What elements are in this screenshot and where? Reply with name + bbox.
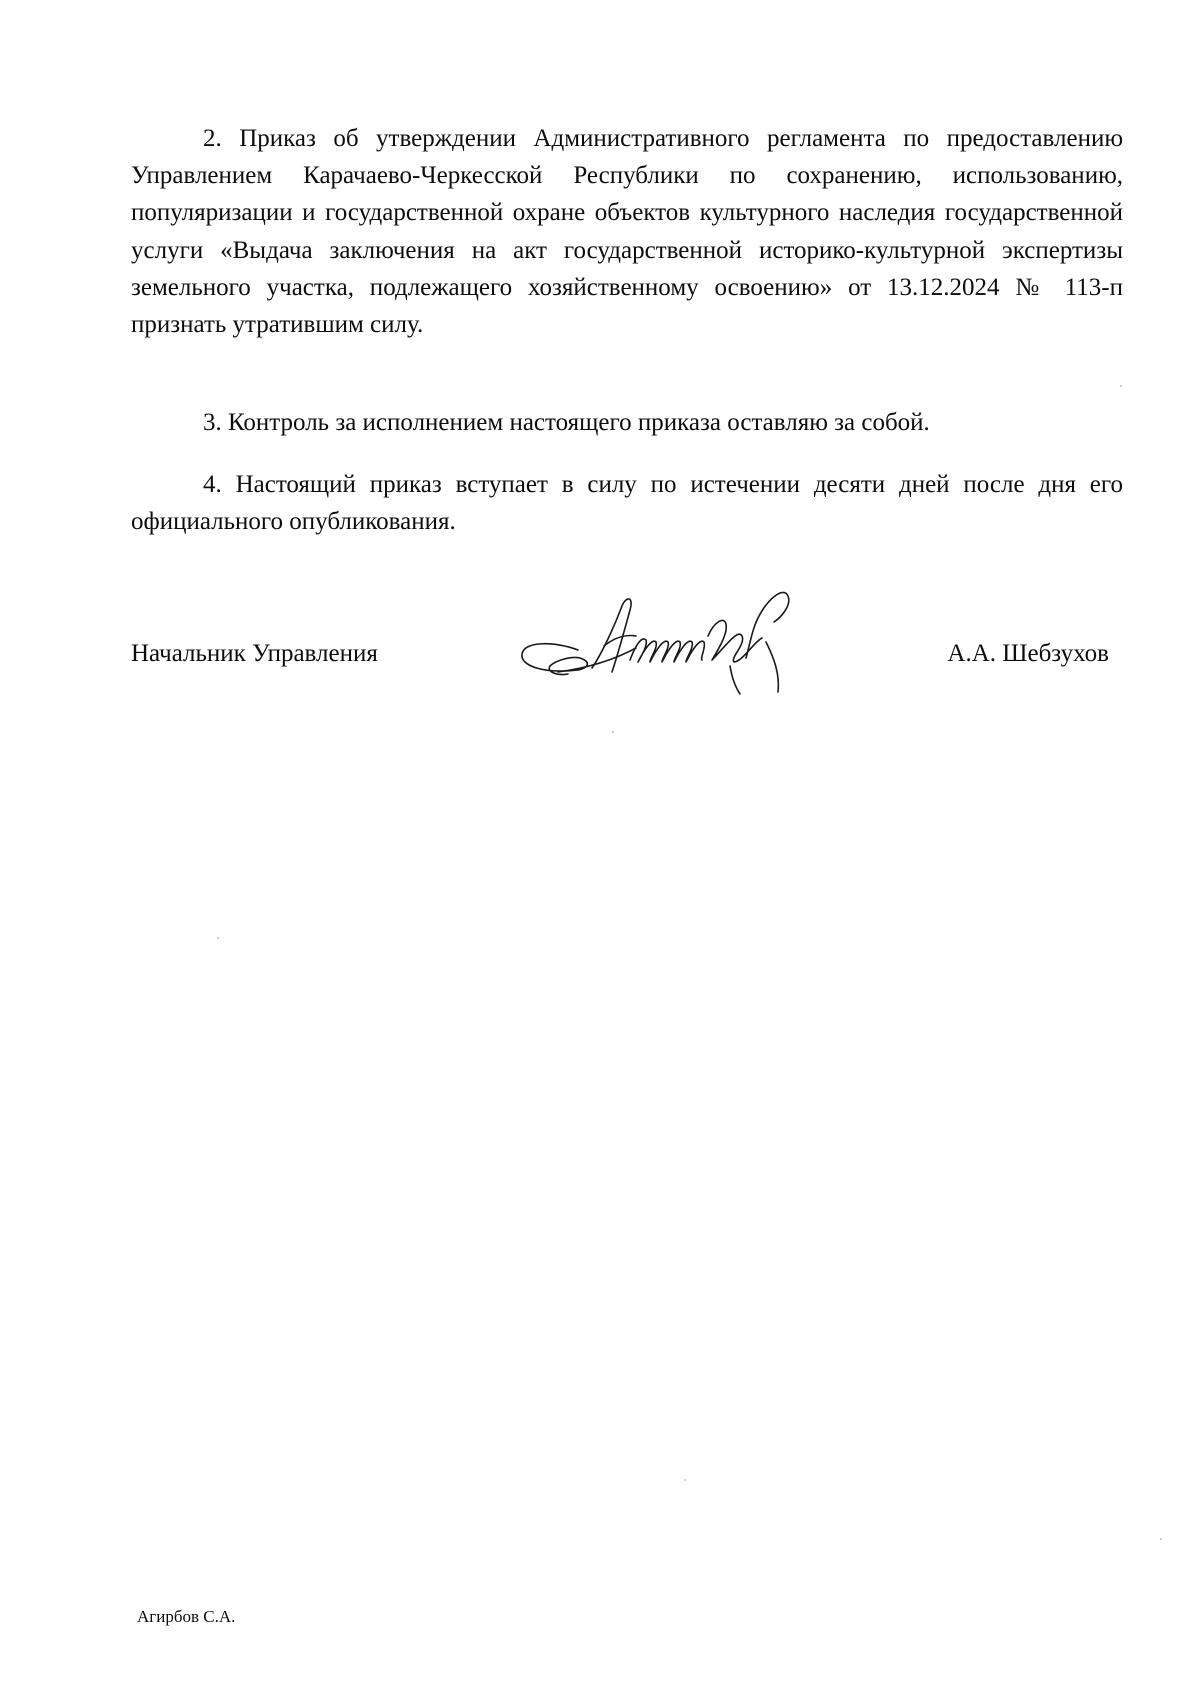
executor-name: Агирбов С.А. xyxy=(137,1607,236,1626)
scan-speck xyxy=(684,1479,686,1481)
paragraph-item-2: 2. Приказ об утверждении Административного регламента по предоставлению Управлением Карачаево-Черкесской Республики по сохранению, использованию, популяризации и государственной охране объектов культурного наследия государственной услуги «Выдача заключения на акт государственной историко-культурной экспертизы земельного участка, подлежащего хозяйственному освоению» от 13.12.2024 № 113-п признать утратившим силу. xyxy=(131,125,1123,339)
paragraph-item-4: 4. Настоящий приказ вступает в силу по истечении десяти дней после дня его официального опубликования. xyxy=(131,471,1123,536)
scan-speck xyxy=(1120,385,1122,387)
scan-speck xyxy=(217,937,219,939)
handwritten-signature xyxy=(518,588,848,698)
paragraph-item-3: 3. Контроль за исполнением настоящего приказа оставляю за собой. xyxy=(203,409,930,436)
scan-speck xyxy=(612,731,614,733)
signatory-name: А.А. Шебзухов xyxy=(947,640,1109,667)
scan-speck xyxy=(1160,1538,1162,1540)
signatory-position: Начальник Управления xyxy=(131,640,378,667)
